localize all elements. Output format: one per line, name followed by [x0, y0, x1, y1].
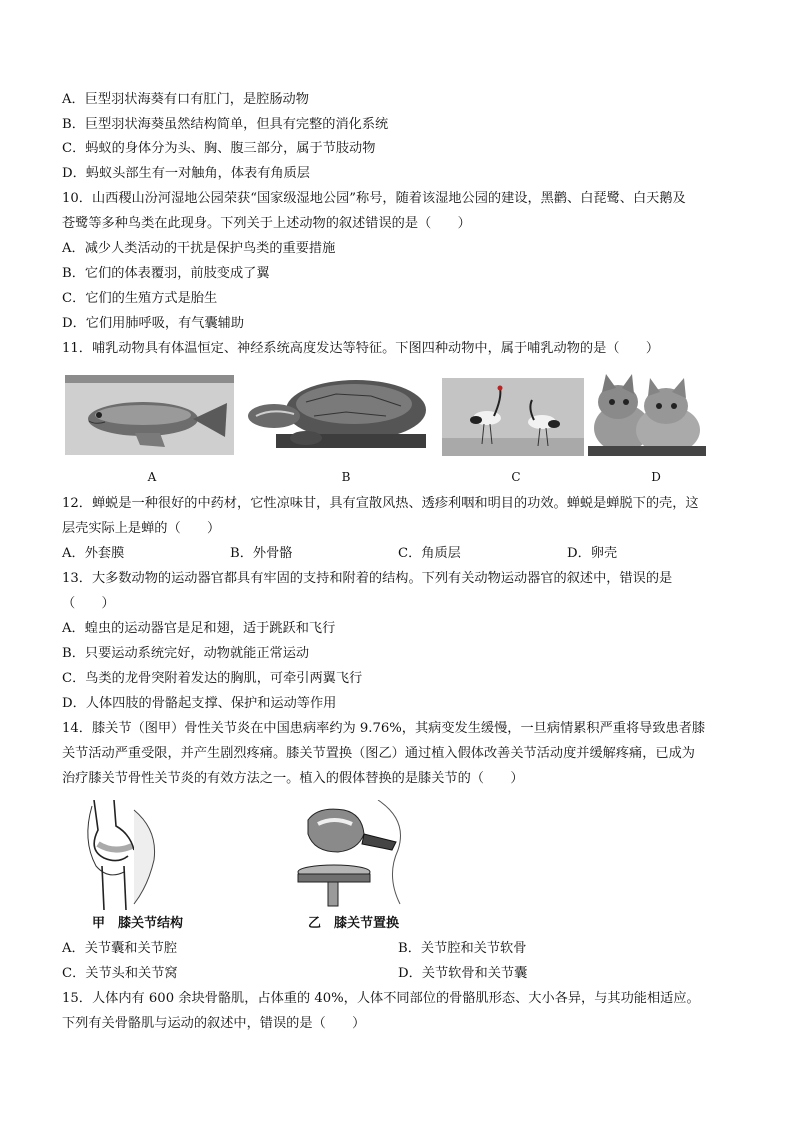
- turtle-image: [236, 372, 436, 456]
- q14-options-row1: [62, 940, 742, 958]
- cats-image: [588, 372, 706, 456]
- q11-label-d: D: [651, 470, 661, 484]
- knee-prosthesis-icon: [288, 800, 428, 910]
- q11-label-c: C: [511, 470, 521, 484]
- crane-icon: [442, 378, 584, 456]
- q14-options-row2: [62, 965, 742, 983]
- q12-stem-line1: 12．蝉蜕是一种很好的中药材，它性凉味甘，具有宣散风热、透疹利咽和明目的功效。蝉蜕是蝉脱下的壳，这: [62, 496, 699, 511]
- q13-option-a: A．蝗虫的运动器官是足和翅，适于跳跃和飞行: [62, 621, 336, 636]
- q10-option-c: C．它们的生殖方式是胎生: [62, 291, 218, 306]
- crane-image: [442, 378, 584, 456]
- q12-option-c: C．角质层: [398, 546, 461, 561]
- knee-replacement-figure: [288, 800, 428, 910]
- q13-option-c: C．鸟类的龙骨突附着发达的胸肌，可牵引两翼飞行: [62, 671, 363, 686]
- q10-option-d: D．它们用肺呼吸，有气囊辅助: [62, 316, 245, 331]
- q14-option-c: C．关节头和关节窝: [62, 966, 178, 981]
- q9-option-d: D．蚂蚁头部生有一对触角，体表有角质层: [62, 166, 310, 181]
- q14-option-b: B．关节腔和关节软骨: [398, 941, 527, 956]
- q11-label-a: A: [147, 470, 157, 484]
- q9-option-c: C．蚂蚁的身体分为头、胸、腹三部分，属于节肢动物: [62, 141, 376, 156]
- q14-option-d: D．关节软骨和关节囊: [398, 966, 528, 981]
- q15-stem-line1: 15．人体内有 600 余块骨骼肌，占体重的 40%，人体不同部位的骨骼肌形态、大小各异，与其功能相适应。: [62, 991, 700, 1006]
- q11-label-b: B: [341, 470, 351, 484]
- q14-option-a: A．关节囊和关节腔: [62, 941, 178, 956]
- q12-option-b: B．外骨骼: [230, 546, 293, 561]
- q10-option-b: B．它们的体表覆羽，前肢变成了翼: [62, 266, 270, 281]
- q11-stem: 11．哺乳动物具有体温恒定、神经系统高度发达等特征。下图四种动物中，属于哺乳动物的是（ ）: [62, 341, 660, 356]
- q12-options: [62, 545, 742, 563]
- q9-option-a: A．巨型羽状海葵有口有肛门，是腔肠动物: [62, 92, 309, 107]
- q13-stem-line2: （ ）: [62, 596, 115, 611]
- q12-option-a: A．外套膜: [62, 546, 125, 561]
- q13-option-d: D．人体四肢的骨骼起支撑、保护和运动等作用: [62, 696, 337, 711]
- q13-stem-line1: 13．大多数动物的运动器官都具有牢固的支持和附着的结构。下列有关动物运动器官的叙述中，错误的是: [62, 571, 673, 586]
- fish-image: [65, 375, 234, 455]
- knee-structure-figure: [74, 800, 164, 910]
- q14-stem-line2: 关节活动严重受限，并产生剧烈疼痛。膝关节置换（图乙）通过植入假体改善关节活动度并缓解疼痛，已成为: [62, 746, 695, 761]
- q14-stem-line1: 14．膝关节（图甲）骨性关节炎在中国患病率约为 9.76%，其病变发生缓慢，一旦病情累积严重将导致患者膝: [62, 721, 706, 736]
- fish-icon: [65, 375, 234, 455]
- q13-option-b: B．只要运动系统完好，动物就能正常运动: [62, 646, 310, 661]
- cat-icon: [588, 372, 706, 456]
- q15-stem-line2: 下列有关骨骼肌与运动的叙述中，错误的是（ ）: [62, 1016, 366, 1031]
- turtle-icon: [236, 372, 436, 456]
- q9-option-b: B．巨型羽状海葵虽然结构简单，但具有完整的消化系统: [62, 117, 389, 132]
- q12-option-d: D．卵壳: [567, 546, 618, 561]
- q10-stem-line2: 苍鹭等多种鸟类在此现身。下列关于上述动物的叙述错误的是（ ）: [62, 216, 471, 231]
- fig-a-caption: 甲 膝关节结构: [92, 916, 184, 931]
- fig-b-caption: 乙 膝关节置换: [308, 916, 400, 931]
- q14-stem-line3: 治疗膝关节骨性关节炎的有效方法之一。植入的假体替换的是膝关节的（ ）: [62, 771, 524, 786]
- q10-option-a: A．减少人类活动的干扰是保护鸟类的重要措施: [62, 241, 336, 256]
- q12-stem-line2: 层壳实际上是蝉的（ ）: [62, 521, 221, 536]
- knee-joint-icon: [74, 800, 164, 910]
- q10-stem-line1: 10．山西稷山汾河湿地公园荣获“国家级湿地公园”称号，随着该湿地公园的建设，黑鹳、白琵鹭、白天鹅及: [62, 191, 686, 206]
